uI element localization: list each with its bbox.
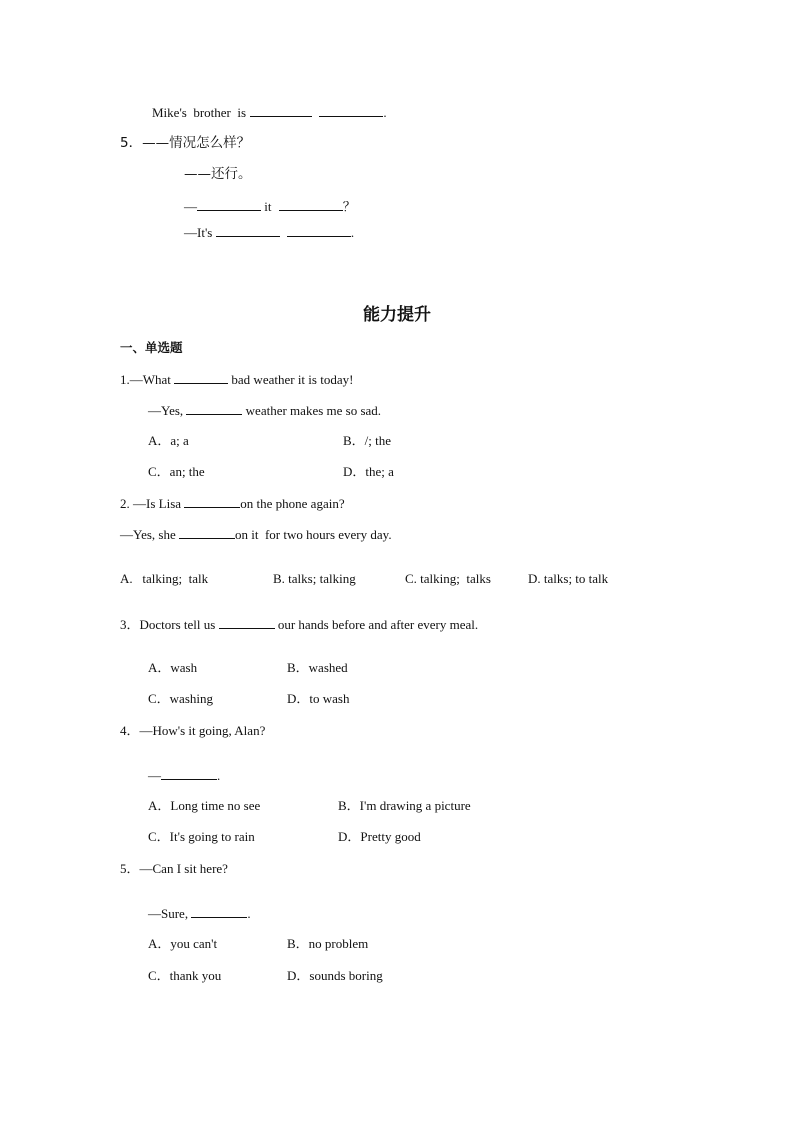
answer-blank[interactable] — [287, 224, 351, 237]
q5-chinese-question: 5．——情况怎么样？ — [120, 135, 251, 151]
q1-option-c[interactable]: C．an; the — [148, 464, 205, 479]
q4-option-d[interactable]: D．Pretty good — [338, 829, 421, 844]
q4-option-a[interactable]: A．Long time no see — [148, 798, 261, 813]
q2-option-d[interactable]: D. talks; to talk — [528, 571, 609, 586]
q5-english-question: — it ？ — [184, 199, 356, 214]
answer-blank[interactable] — [161, 767, 217, 780]
q5-option-c[interactable]: C．thank you — [148, 968, 222, 983]
answer-blank[interactable] — [319, 104, 383, 117]
q3-line-a: 3．Doctors tell us our hands before and after every meal. — [120, 617, 479, 632]
q2-line-a: 2. —Is Lisa on the phone again? — [120, 496, 345, 511]
q4-option-b[interactable]: B．I'm drawing a picture — [338, 798, 471, 813]
q5-chinese-answer: ——还行。 — [184, 166, 252, 182]
q2-line-b: —Yes, she on it for two hours every day. — [120, 527, 392, 542]
q3-option-a[interactable]: A．wash — [148, 660, 198, 675]
q4-option-c[interactable]: C．It's going to rain — [148, 829, 255, 844]
q5-line-b: —Sure, . — [148, 906, 251, 921]
q1-line-a: 1.—What bad weather it is today! — [120, 372, 354, 387]
q3-option-c[interactable]: C．washing — [148, 691, 214, 706]
answer-blank[interactable] — [191, 905, 247, 918]
q5-option-a[interactable]: A．you can't — [148, 936, 218, 951]
answer-blank[interactable] — [179, 526, 235, 539]
answer-blank[interactable] — [186, 402, 242, 415]
q1-option-a[interactable]: A．a; a — [148, 433, 189, 448]
q3-option-b[interactable]: B．washed — [287, 660, 348, 675]
q1-option-b[interactable]: B．/; the — [343, 433, 392, 448]
answer-blank[interactable] — [216, 224, 280, 237]
mike-brother-line: Mike's brother is . — [152, 105, 387, 120]
q2-option-c[interactable]: C. talking; talks — [405, 571, 491, 586]
q2-option-b[interactable]: B. talks; talking — [273, 571, 356, 586]
answer-blank[interactable] — [219, 616, 275, 629]
q3-option-d[interactable]: D．to wash — [287, 691, 350, 706]
q5-line-a: 5．—Can I sit here? — [120, 861, 228, 876]
answer-blank[interactable] — [184, 495, 240, 508]
q5-english-answer: —It's . — [184, 225, 355, 240]
q1-option-d[interactable]: D．the; a — [343, 464, 394, 479]
section-title: 能力提升 — [363, 305, 431, 325]
section-heading: 一、单选题 — [120, 340, 183, 355]
q5-option-d[interactable]: D．sounds boring — [287, 968, 383, 983]
answer-blank[interactable] — [279, 198, 343, 211]
answer-blank[interactable] — [197, 198, 261, 211]
q4-line-b: — . — [148, 768, 221, 783]
q5-option-b[interactable]: B．no problem — [287, 936, 369, 951]
q1-line-b: —Yes, weather makes me so sad. — [148, 403, 382, 418]
q4-line-a: 4．—How's it going, Alan? — [120, 723, 266, 738]
answer-blank[interactable] — [174, 371, 228, 384]
answer-blank[interactable] — [250, 104, 312, 117]
q2-option-a[interactable]: A. talking; talk — [120, 571, 209, 586]
